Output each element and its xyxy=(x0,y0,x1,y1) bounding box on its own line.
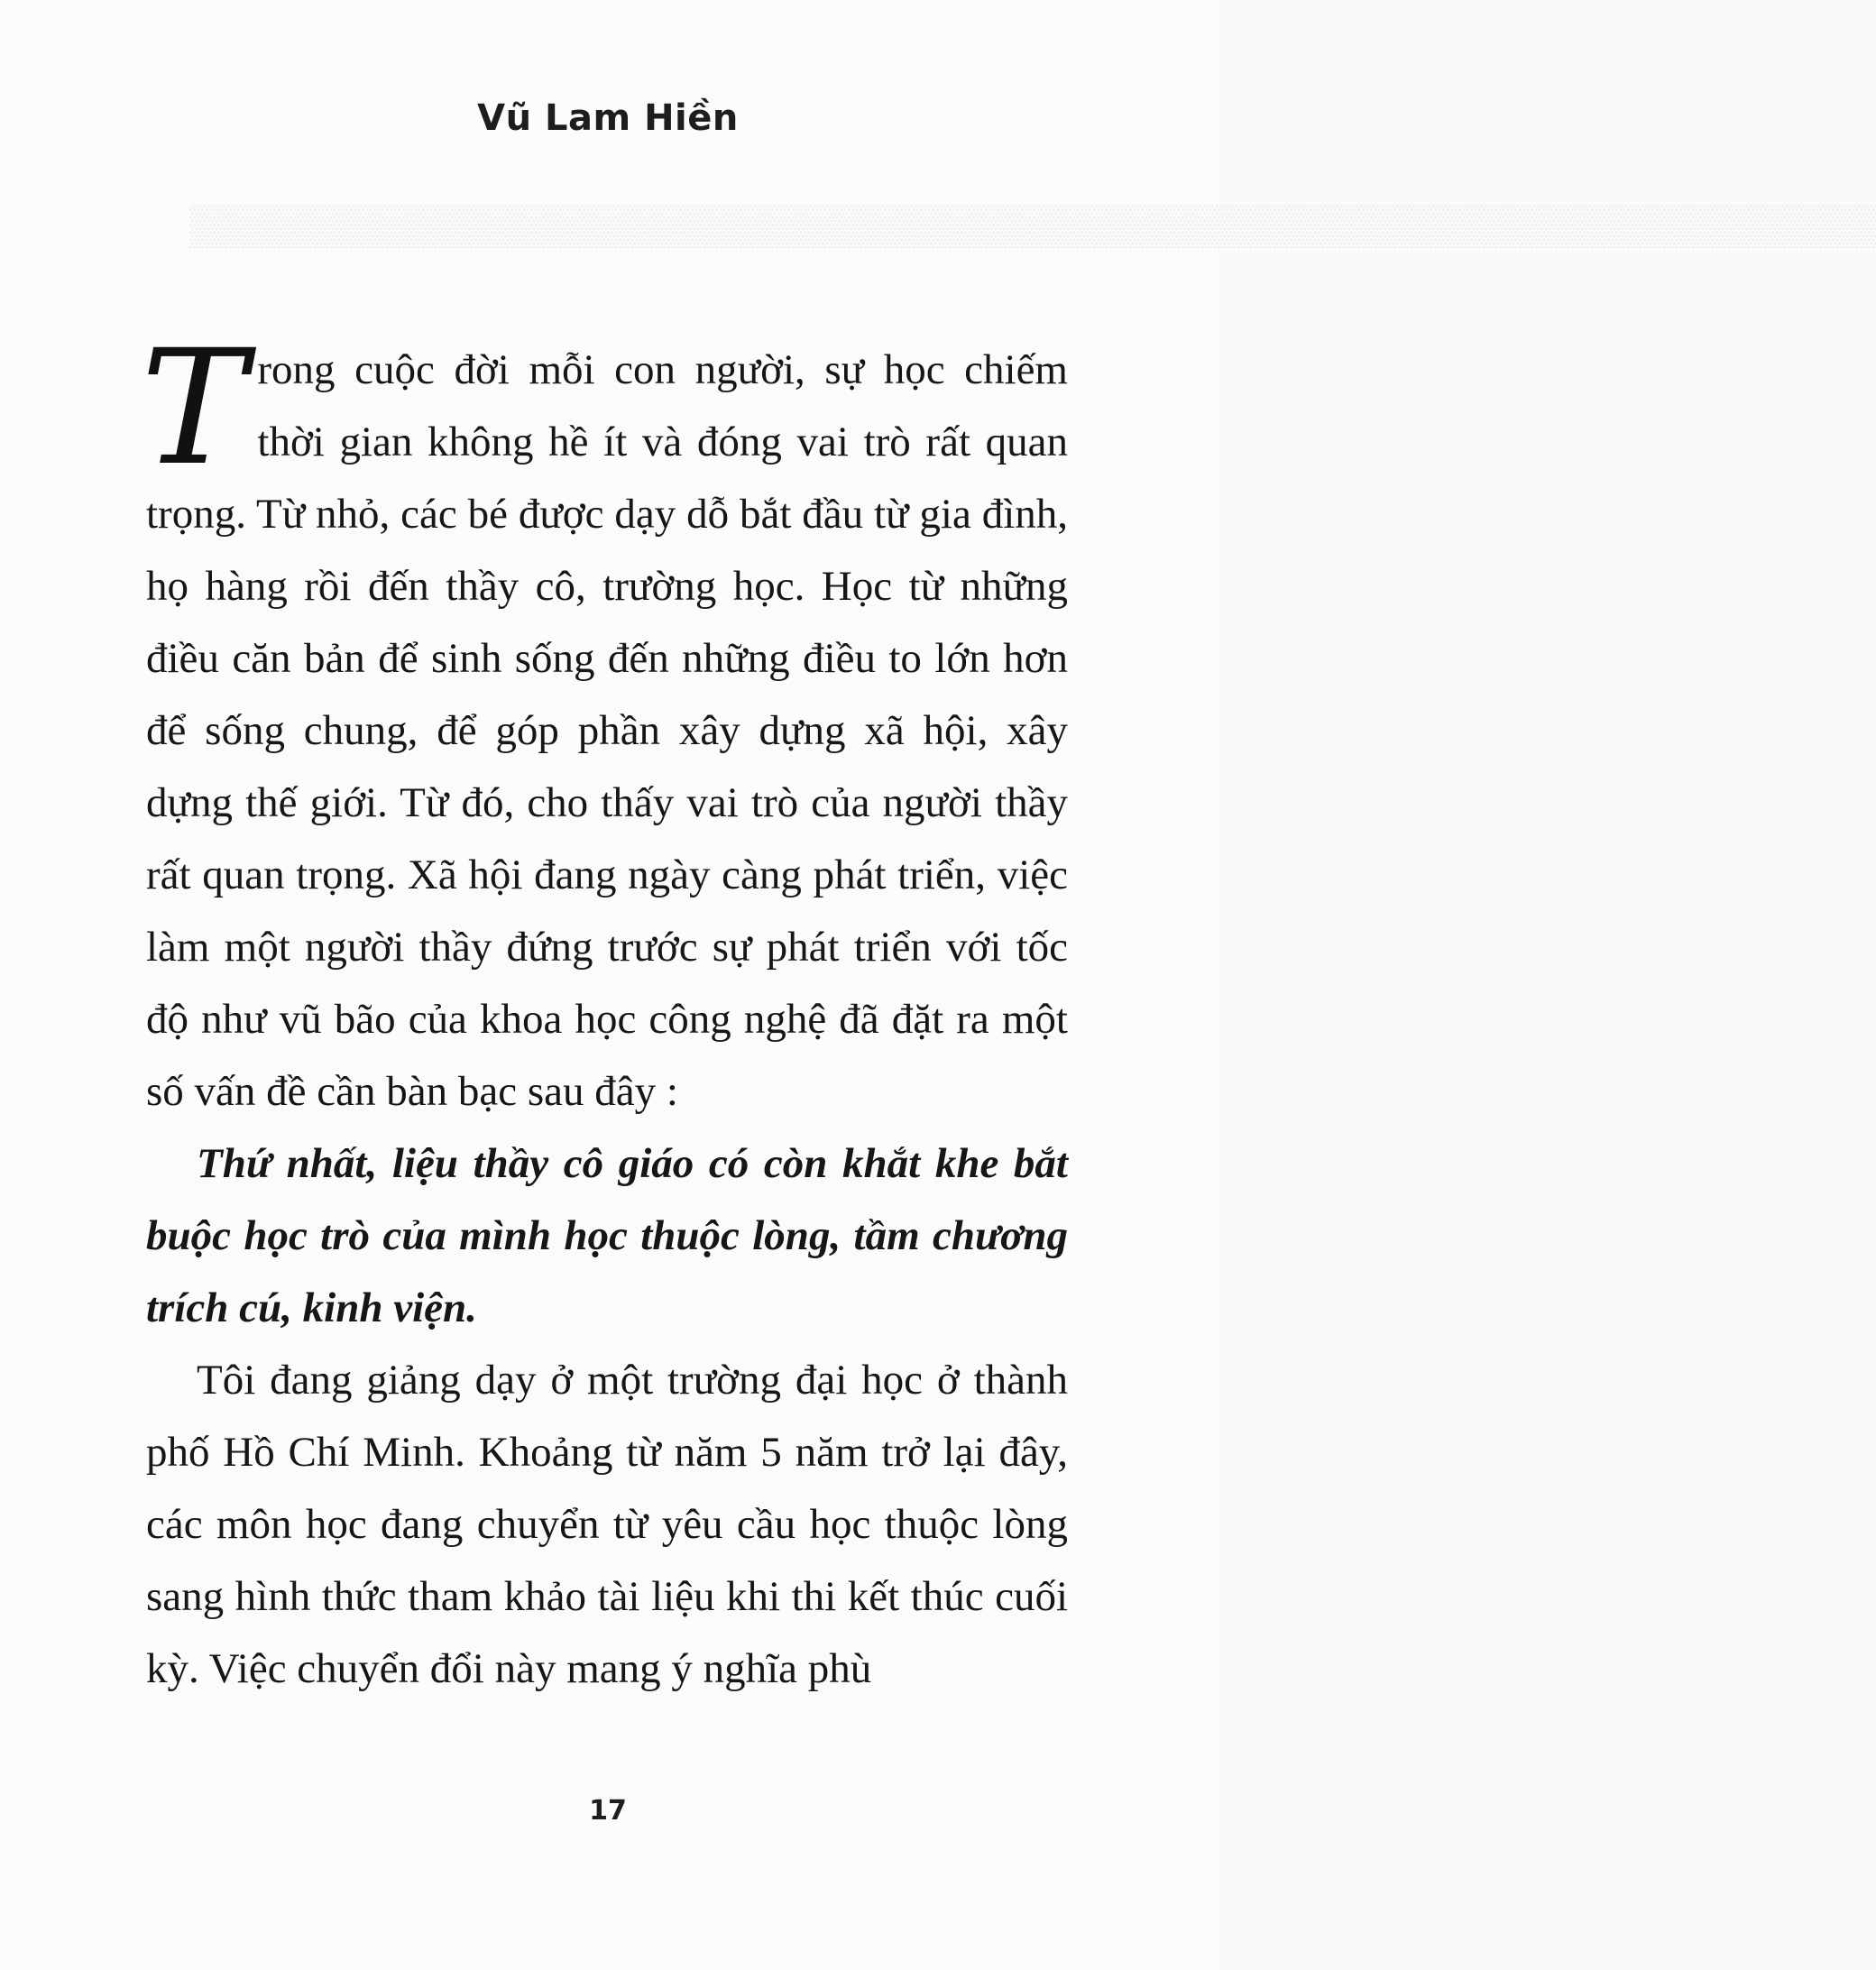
paragraph-intro xyxy=(141,316,1068,1128)
section-heading-first-point: Thứ nhất, liệu thầy cô giáo có còn khắt khe bắt buộc học trò của mình học thuộc lòng, tầm chương trích cú, kinh viện. xyxy=(146,1140,1068,1331)
page-number: 17 xyxy=(589,1795,627,1827)
paragraph-intro-text: rong cuộc đời mỗi con người, sự học chiếm thời gian không hề ít và đóng vai trò rất quan trọng. Từ nhỏ, các bé được dạy dỗ bắt đầu từ gia đình, họ hàng rồi đến thầy cô, trường học. Học từ những điều căn bản để sinh sống đến những điều to lớn hơn để sống chung, để góp phần xây dựng xã hội, xây dựng thế giới. Từ đó, cho thấy vai trò của người thầy rất quan trọng. Xã hội đang ngày càng phát triển, việc làm một người thầy đứng trước sự phát triển với tốc độ như vũ bão của khoa học công nghệ đã đặt ra một số vấn đề cần bàn bạc sau đây : xyxy=(146,346,1068,1115)
running-header-author: Vũ Lam Hiền xyxy=(477,97,739,139)
bleed-through-texture: ▒▒▒▒▒▒▒▒▒▒▒▒▒▒▒▒▒▒▒▒▒▒▒▒▒▒▒▒▒▒▒▒▒▒▒▒▒▒▒▒▒▒▒▒▒▒▒▒▒▒▒▒▒▒▒▒▒▒▒▒ xyxy=(189,203,1876,247)
body-text xyxy=(141,316,1068,1705)
drop-cap: T xyxy=(141,316,247,501)
paragraph-teaching-experience: Tôi đang giảng dạy ở một trường đại học ở thành phố Hồ Chí Minh. Khoảng từ năm 5 năm trở lại đây, các môn học đang chuyển từ yêu cầu học thuộc lòng sang hình thức tham khảo tài liệu khi thi kết thúc cuối kỳ. Việc chuyển đổi này mang ý nghĩa phù xyxy=(146,1357,1068,1692)
